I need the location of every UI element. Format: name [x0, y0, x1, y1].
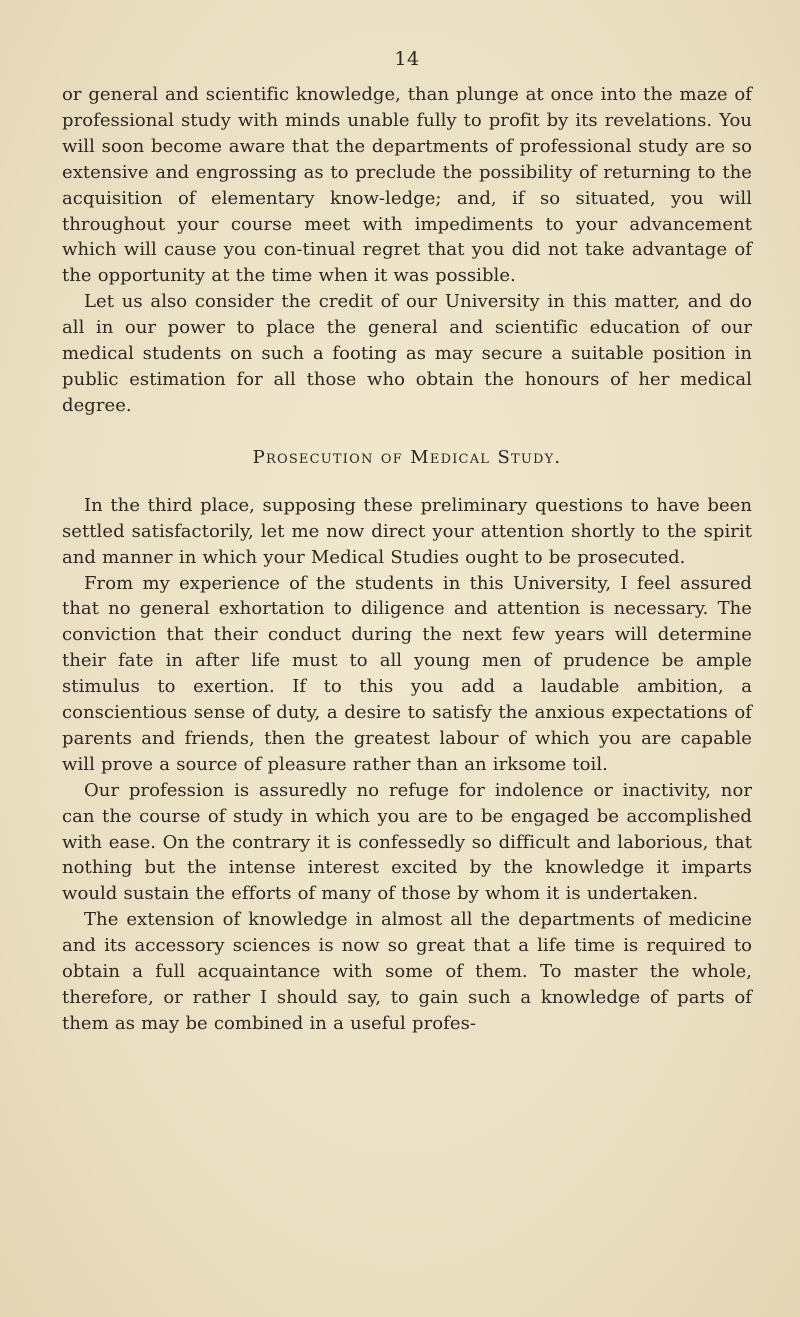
section-heading: Prosecution of Medical Study.: [252, 446, 562, 468]
paragraph-university-credit: Let us also consider the credit of our University in this matter, and do all in our power to place the general and scientific education of our medical students on such a footing as may secure a suitable position in public estimation for all those who obtain the honours of her medical degree.: [62, 291, 752, 416]
body-text: [62, 82, 752, 1037]
paragraph-continued: or general and scientific knowledge, than plunge at once into the maze of professional study with minds unable fully to profit by its revelations. You will soon become aware that the departments of professional study are so extensive and engrossing as to preclude the possibility of returning to the acquisition of elementary know-ledge; and, if so situated, you will throughout your course meet with impediments to your advancement which will cause you con-tinual regret that you did not take advantage of the opportunity at the time when it was possible.: [62, 84, 752, 287]
paragraph-experience: From my experience of the students in this University, I feel assured that no general exhortation to diligence and attention is necessary. The conviction that their conduct during the next few years will determine their fate in after life must to all young men of prudence be ample stimulus to exertion. If to this you add a laudable ambition, a conscientious sense of duty, a desire to satisfy the anxious expectations of parents and friends, then the greatest labour of which you are capable will prove a source of pleasure rather than an irksome toil.: [62, 572, 752, 775]
page-number: 14: [394, 48, 420, 70]
paragraph-third-place: In the third place, supposing these preliminary questions to have been settled satisfactorily, let me now direct your attention shortly to the spirit and manner in which your Medical Studies ought to be prosecuted.: [62, 494, 752, 568]
paragraph-profession: Our profession is assuredly no refuge for indolence or inactivity, nor can the course of study in which you are to be engaged be accomplished with ease. On the contrary it is confessedly so difficult and laborious, that nothing but the intense interest excited by the knowledge it imparts would sustain the efforts of many of those by whom it is undertaken.: [62, 779, 752, 905]
paragraph-extension-of-knowledge: The extension of knowledge in almost all the departments of medicine and its accessory sciences is now so great that a life time is required to obtain a full acquaintance with some of them. To master the whole, therefore, or rather I should say, to gain such a knowledge of parts of them as may be combined in a useful profes-: [62, 909, 752, 1034]
